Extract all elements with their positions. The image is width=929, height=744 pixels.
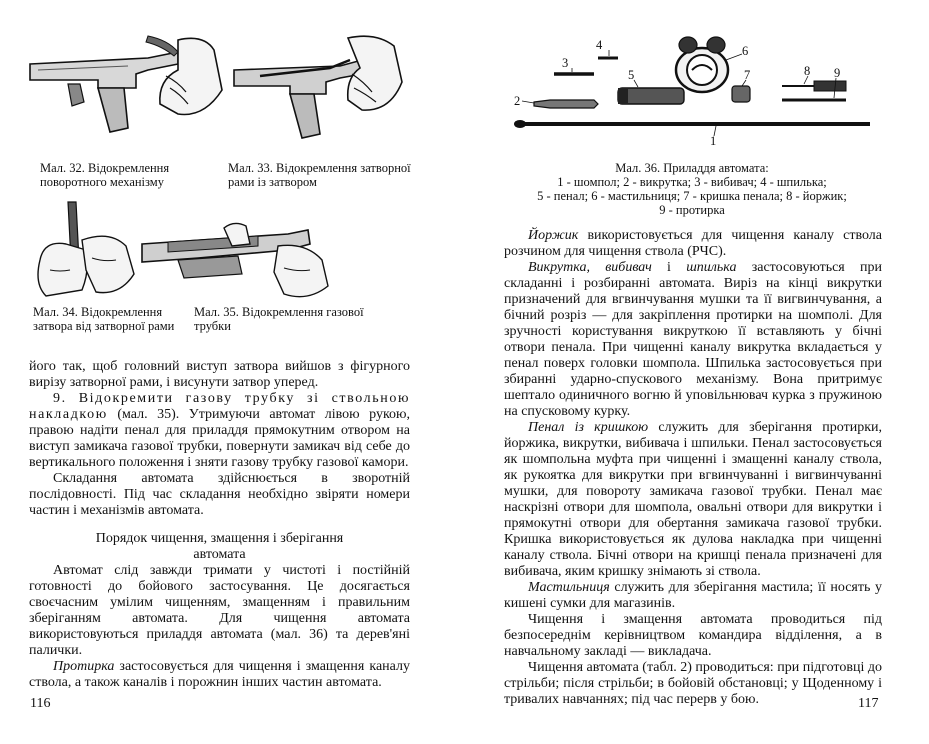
term: Пенал із кришкою bbox=[528, 420, 649, 435]
figure-36-label: 2 bbox=[514, 94, 521, 108]
caption-line: 1 - шомпол; 2 - викрутка; 3 - вибивач; 4 - шпилька; bbox=[557, 175, 827, 189]
figure-34-caption: Мал. 34. Відокремлення затвора від затворної рами bbox=[33, 305, 175, 333]
term: шпилька bbox=[686, 260, 737, 275]
figure-36-caption bbox=[494, 161, 890, 217]
figure-36-illustration bbox=[514, 30, 874, 148]
paragraph-text: служить для зберігання мастила; її носять у кишені сумки для магазинів. bbox=[504, 580, 882, 611]
figure-36-label: 6 bbox=[742, 44, 749, 58]
figure-33-caption: Мал. 33. Відокремлення затворної рами із затвором bbox=[228, 161, 411, 189]
paragraph-text: (мал. 35). Утримуючи автомат лівою рукою, правою надіти пенал для приладдя прямокутним отвором на виступ замикача газової трубки, повернути замикач від себе до вертикального положення і зняти газову трубку газової камори. bbox=[29, 407, 410, 470]
paragraph: його так, щоб головний виступ затвора вийшов з фігурного вирізу затворної рами, і висунути затвор уперед. bbox=[29, 359, 410, 390]
paragraph-text: використовується для чищення каналу ствола розчином для чищення ствола (РЧС). bbox=[504, 228, 882, 259]
paragraph: Чищення автомата (табл. 2) проводиться: при підготовці до стрільби; після стрільби; в бойовій обстановці; у Щоденному і тривалих навчаннях; під час перерв у бою. bbox=[504, 660, 882, 707]
figure-35-caption: Мал. 35. Відокремлення газової трубки bbox=[194, 305, 364, 333]
figure-36-label: 1 bbox=[710, 134, 717, 148]
paragraph-text: служить для зберігання протирки, йоржика, викрутки, вибивача і шпильки. Пенал застосовується як шомпольна муфта при чищенні і змащенні каналу ствола, як рукоятка для викрутки при вгвинчуванні і вигвинчуванні мушки, для повороту замикача газової трубки. Пенал має наскрізні отвори для шомпола, овальні отвори для викрутки і прямокутні отвори для обертання замикача газової трубки. Кришка використовується як дулова накладка при чищенні каналу ствола. Бічні отвори на кришці пенала призначені для вибивача, яким кришку знімають зі ствола. bbox=[504, 420, 882, 579]
page-number: 117 bbox=[858, 696, 879, 711]
term: Мастильниця bbox=[528, 580, 610, 595]
numbered-step: 9. Відокремити газову трубку зі ствольною накладкою bbox=[29, 391, 410, 422]
left-page bbox=[0, 0, 464, 744]
caption-line: 5 - пенал; 6 - мастильниця; 7 - кришка пенала; 8 - йоржик; bbox=[537, 189, 847, 203]
figure-34-illustration bbox=[30, 200, 142, 302]
paragraph bbox=[504, 580, 882, 612]
paragraph-text: і bbox=[651, 260, 687, 275]
figure-35-illustration bbox=[138, 216, 338, 304]
figure-36-label: 8 bbox=[804, 64, 811, 78]
figure-36-label: 5 bbox=[628, 68, 635, 82]
right-body-text bbox=[504, 228, 882, 708]
paragraph bbox=[29, 391, 410, 471]
paragraph-text: застосовується для чищення і змащення каналу ствола, а також каналів і порожнин інших частин автомата. bbox=[29, 659, 410, 690]
term: Протирка bbox=[53, 659, 115, 674]
figure-36-label: 4 bbox=[596, 38, 603, 52]
term: Йоржик bbox=[528, 228, 579, 243]
figure-36-label: 7 bbox=[744, 68, 751, 82]
figure-36-label: 9 bbox=[834, 66, 841, 80]
paragraph: Автомат слід завжди тримати у чистоті і постійній готовності до бойового застосування. Це досягається своєчасним умілим чищенням, змащенням і правильним зберіганням автомата. Для чищення автомата використовуються приладдя автомата (мал. 36) та дерев'яні палички. bbox=[29, 563, 410, 658]
section-heading: Порядок чищення, змащення і зберігання автомата bbox=[95, 531, 344, 562]
page-number: 116 bbox=[30, 696, 51, 711]
figure-33-illustration bbox=[230, 30, 408, 158]
left-body-text bbox=[29, 359, 410, 691]
caption-line: Мал. 36. Приладдя автомата: bbox=[615, 161, 769, 175]
paragraph-text: застосовуються при складанні і розбиранні автомата. Виріз на кінці викрутки призначений для вгвинчування мушки та її вигвинчування, а бічний розріз — для закріплення протирки на шомполі. Для зручності користування викруткою її вставляють у бічні отвори пенала. При чищенні каналу викрутка вкладається у пенал поверх головки шомпола. Шпилька застосовується при збиранні ударно-спускового механізму. Вона притримує шептало одиничного вогню й уповільнювач курка з пружиною на спусковому курку. bbox=[504, 260, 882, 419]
paragraph bbox=[29, 659, 410, 691]
paragraph: Чищення і змащення автомата проводиться під безпосереднім керівництвом командира відділення, а в навчальному закладі — викладача. bbox=[504, 612, 882, 659]
caption-line: 9 - протирка bbox=[659, 203, 725, 217]
term: Викрутка, вибивач bbox=[528, 260, 652, 275]
paragraph bbox=[504, 260, 882, 420]
paragraph bbox=[504, 420, 882, 580]
paragraph bbox=[504, 228, 882, 260]
figure-32-caption: Мал. 32. Відокремлення поворотного механізму bbox=[40, 161, 170, 189]
right-page bbox=[464, 0, 929, 744]
paragraph: Складання автомата здійснюється в зворотній послідовності. Під час складання необхідно звіряти номери частин і механізмів автомата. bbox=[29, 471, 410, 518]
figure-36-label: 3 bbox=[562, 56, 569, 70]
figure-32-illustration bbox=[28, 30, 228, 158]
